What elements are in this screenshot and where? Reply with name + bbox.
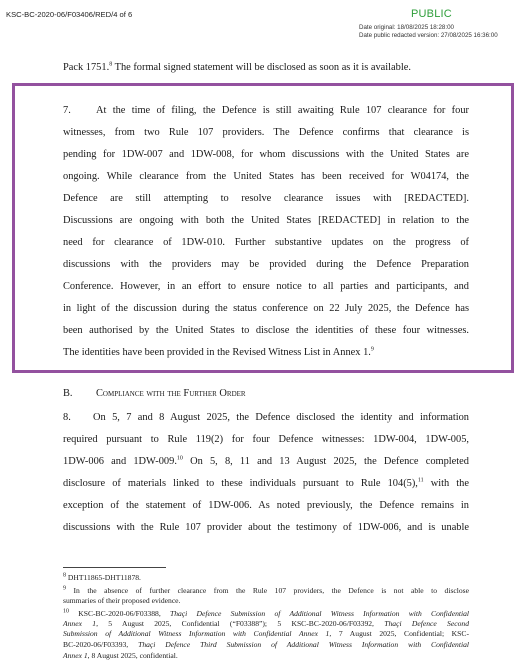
footnote-10-cont: Submission of Additional Witness Information with Confidential Annex 1, 7 August 2025, Confidential; KSC- bbox=[63, 629, 469, 638]
footnote-10-cont: Annex 1, 5 August 2025, Confidential (“F03388”); 5 KSC-BC-2020-06/F03392, Thaçi Defence Second bbox=[63, 619, 469, 628]
para7-line: in light of the discussion during the status conference on 22 July 2025, the Defence has bbox=[63, 303, 469, 314]
footnote-10: $^{10}$ KSC-BC-2020-06/F03388, Thaçi Defence Submission of Additional Witness Information with Confidential bbox=[63, 608, 469, 618]
para7-line-1: 7. At the time of filing, the Defence is still awaiting Rule 107 clearance for four bbox=[63, 105, 469, 116]
para7-last-line: The identities have been provided in the Revised Witness List in Annex 1.$^9$ bbox=[63, 346, 374, 358]
para8-line: discussions with the Rule 107 provider about the testimony of 1DW-006, and is unable bbox=[63, 522, 469, 533]
para7-line: witnesses, from two Rule 107 providers. The Defence confirms that clearance is bbox=[63, 127, 469, 138]
footnote-8: $^8$ DHT11865-DHT11878. bbox=[63, 572, 141, 582]
para8-line: disclosure of materials linked to these individuals pursuant to Rule 104(5),$^{11}$ with the bbox=[63, 477, 469, 489]
date-original: Date original: 18/08/2025 18:28:00 bbox=[359, 24, 454, 31]
classification-label: PUBLIC bbox=[411, 8, 452, 20]
document-reference: KSC-BC-2020-06/F03406/RED/4 of 6 bbox=[6, 10, 133, 19]
footnote-10-cont: BC-2020-06/F03393, Thaçi Defence Third Submission of Additional Witness Information with Confidential bbox=[63, 640, 469, 649]
para8-line: required pursuant to Rule 119(2) for four Defence witnesses: 1DW-004, 1DW-005, bbox=[63, 434, 469, 445]
para8-line: 1DW-006 and 1DW-009.10 On 5, 8, 11 and 13 August 2025, the Defence completed bbox=[63, 455, 469, 467]
date-redacted: Date public redacted version: 27/08/2025 16:36:00 bbox=[359, 31, 498, 39]
para7-line: Conference. However, in an effort to ensure notice to all parties and participants, and bbox=[63, 281, 469, 292]
para7-line: pending for 1DW-007 and 1DW-008, for whom discussions with the United States are bbox=[63, 149, 469, 160]
para7-line: need for clearance of 1DW-010. Further substantive updates on the progress of bbox=[63, 237, 469, 248]
para8-line-1: 8. On 5, 7 and 8 August 2025, the Defence disclosed the identity and information bbox=[63, 412, 469, 423]
para8-number: 8. bbox=[63, 412, 71, 423]
footnote-divider bbox=[63, 567, 166, 568]
para7-line: discussions with the providers may be provided during the Defence Preparation bbox=[63, 259, 469, 270]
footnote-ref: 10 bbox=[176, 455, 183, 462]
para7-line: Defence are still attempting to resolve clearance issues with [REDACTED]. bbox=[63, 193, 469, 204]
para7-number: 7. bbox=[63, 105, 71, 116]
footnote-9-cont: summaries of their proposed evidence. bbox=[63, 596, 181, 605]
footnote-ref: 8 bbox=[109, 61, 113, 68]
footnote-9: $^9$ In the absence of further clearance from the Rule 107 providers, the Defence is not able to disclose bbox=[63, 585, 469, 595]
section-title: Compliance with the Further Order bbox=[96, 388, 246, 399]
document-dates bbox=[359, 24, 498, 39]
section-heading bbox=[63, 387, 469, 400]
continuation-line: Pack 1751.$^8$ The formal signed statement will be disclosed as soon as it is available. bbox=[63, 61, 411, 73]
para7-line: Discussions are ongoing with both the United States [REDACTED] in relation to the bbox=[63, 215, 469, 226]
section-letter: B. bbox=[63, 388, 73, 399]
footnote-ref: 11 bbox=[417, 477, 424, 484]
para8-line: exception of the statement of 1DW-006. As noted previously, the Defence remains in bbox=[63, 500, 469, 511]
para7-line: ongoing. While clearance from the United States has been received for W04174, the bbox=[63, 171, 469, 182]
footnote-10-cont: Annex 1, 8 August 2025, confidential. bbox=[63, 651, 178, 660]
footnote-ref: 9 bbox=[370, 346, 374, 353]
para7-line: been authorised by the United States to disclose the identities of these four witnesses. bbox=[63, 325, 469, 336]
